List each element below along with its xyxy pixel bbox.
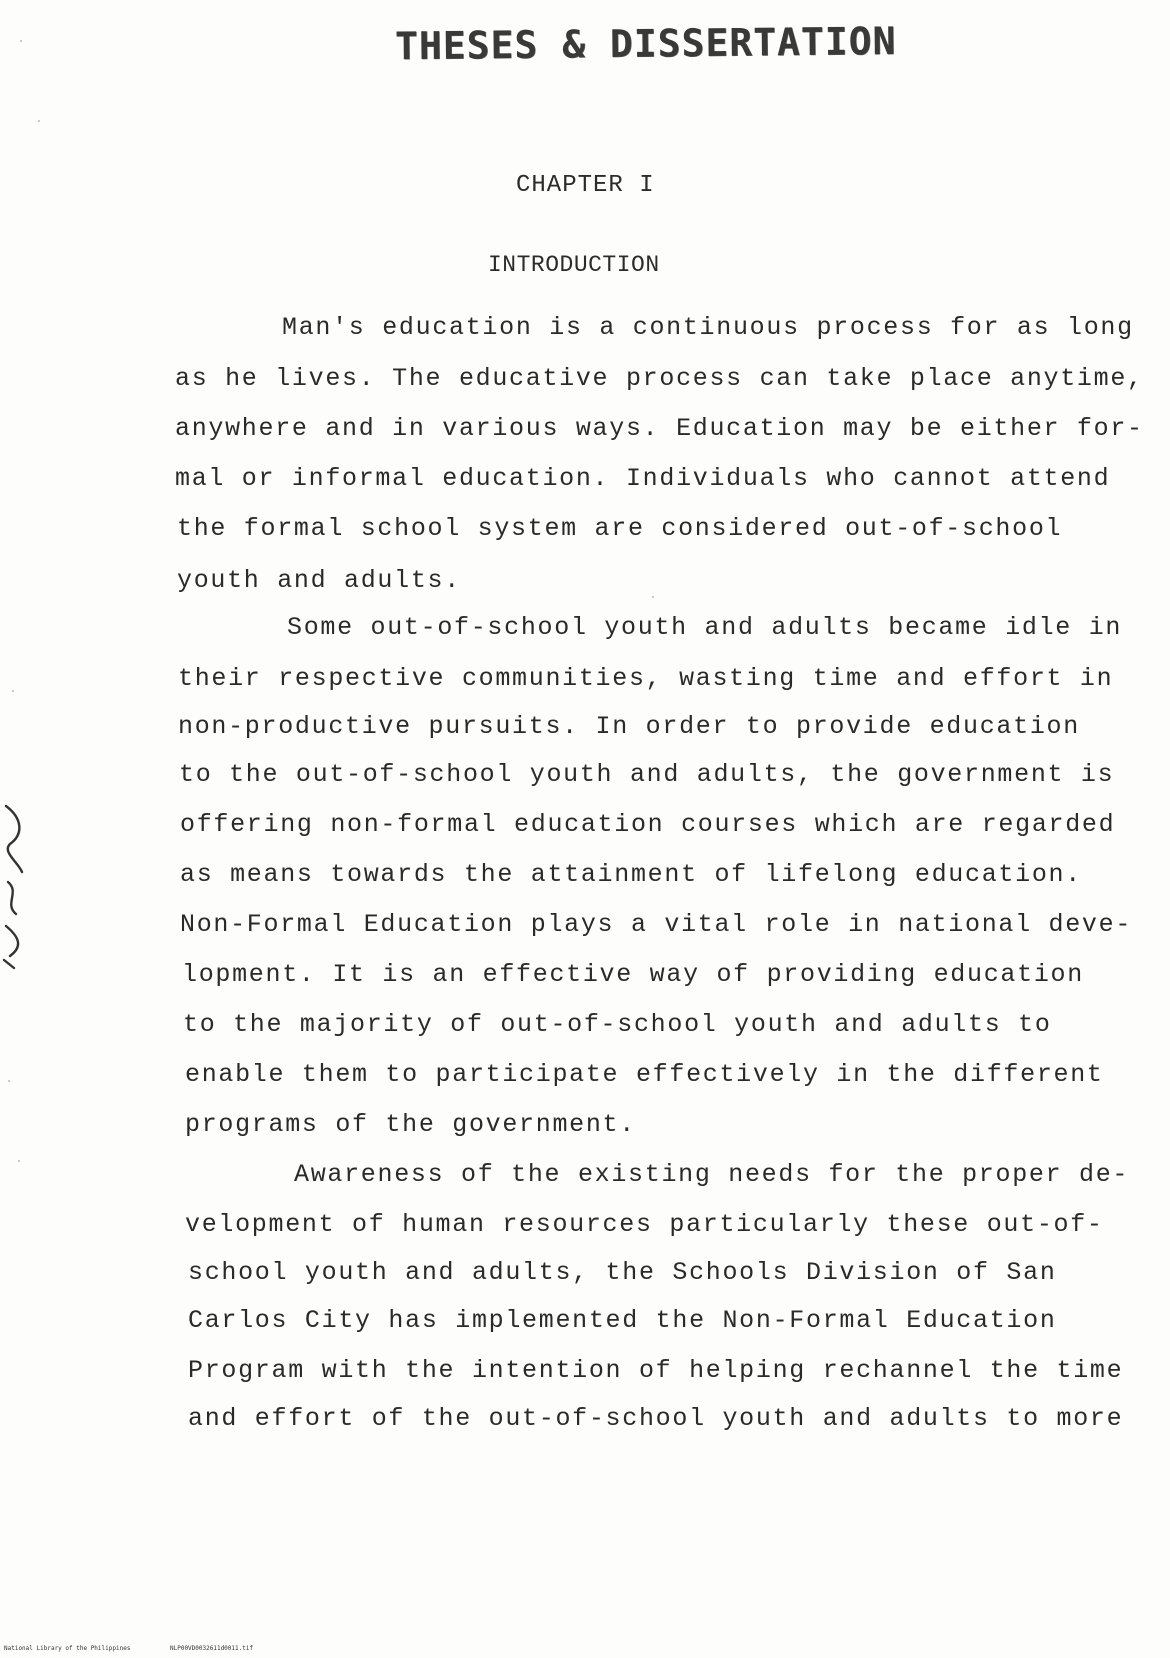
scan-speck bbox=[38, 120, 40, 122]
footer-library: National Library of the Philippines bbox=[4, 1645, 131, 1652]
text-line: lopment. It is an effective way of providing education bbox=[182, 960, 1084, 989]
text-line: Non-Formal Education plays a vital role in national deve- bbox=[180, 910, 1133, 939]
text-line: offering non-formal education courses which are regarded bbox=[180, 810, 1116, 839]
text-line: velopment of human resources particularly these out-of- bbox=[185, 1210, 1104, 1239]
scan-speck bbox=[20, 40, 22, 42]
chapter-label: CHAPTER I bbox=[516, 172, 655, 199]
text-line: mal or informal education. Individuals who cannot attend bbox=[175, 464, 1111, 493]
text-line: the formal school system are considered out-of-school bbox=[177, 514, 1063, 543]
scan-speck bbox=[8, 1080, 10, 1082]
text-line: youth and adults. bbox=[177, 566, 461, 595]
text-line: enable them to participate effectively in the different bbox=[185, 1060, 1104, 1089]
text-line: as he lives. The educative process can take place anytime, bbox=[175, 364, 1144, 393]
text-line: school youth and adults, the Schools Division of San bbox=[188, 1258, 1057, 1287]
text-line: Some out-of-school youth and adults became idle in bbox=[287, 613, 1123, 642]
text-line: to the out-of-school youth and adults, the government is bbox=[179, 760, 1115, 789]
text-line: Carlos City has implemented the Non-Formal Education bbox=[188, 1306, 1057, 1335]
text-line: as means towards the attainment of lifelong education. bbox=[180, 860, 1082, 889]
section-heading: INTRODUCTION bbox=[488, 252, 660, 278]
text-line: non-productive pursuits. In order to provide education bbox=[178, 712, 1080, 741]
text-line: Awareness of the existing needs for the proper de- bbox=[294, 1160, 1130, 1189]
text-line: and effort of the out-of-school youth and adults to more bbox=[188, 1404, 1124, 1433]
footer-filename: NLP00VD0032611d0011.tif bbox=[170, 1645, 254, 1652]
text-line: Program with the intention of helping rechannel the time bbox=[188, 1356, 1124, 1385]
theses-dissertation-stamp: THESES & DISSERTATION bbox=[394, 18, 897, 69]
text-line: anywhere and in various ways. Education may be either for- bbox=[175, 414, 1144, 443]
scan-speck bbox=[652, 596, 654, 598]
text-line: their respective communities, wasting time and effort in bbox=[178, 664, 1114, 693]
text-line: Man's education is a continuous process for as long bbox=[282, 313, 1134, 342]
scan-speck bbox=[18, 1160, 20, 1162]
scan-speck bbox=[12, 690, 14, 692]
text-line: to the majority of out-of-school youth and adults to bbox=[183, 1010, 1052, 1039]
margin-handwriting bbox=[0, 800, 32, 970]
text-line: programs of the government. bbox=[185, 1110, 636, 1139]
